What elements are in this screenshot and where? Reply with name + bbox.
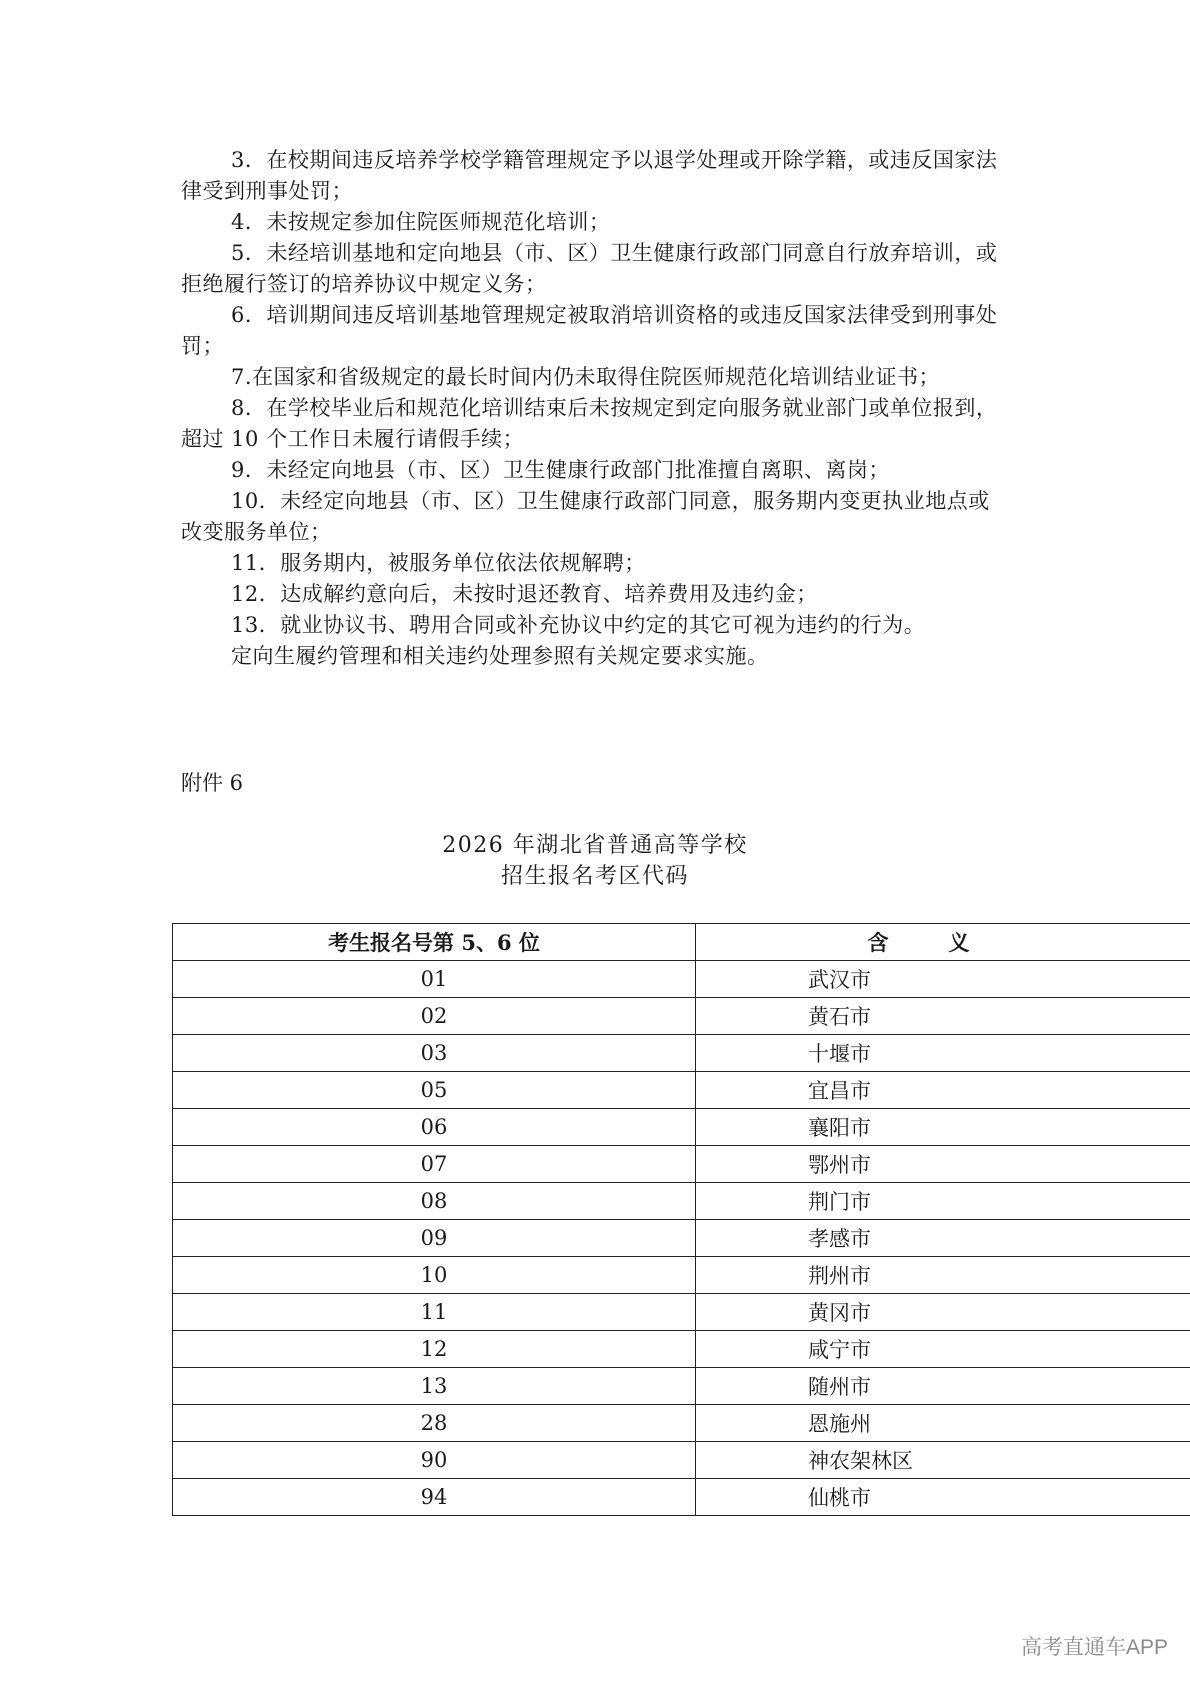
meaning-cell: 襄阳市 bbox=[696, 1109, 1190, 1146]
table-header-row bbox=[173, 924, 1190, 961]
table-row bbox=[173, 998, 1190, 1035]
code-cell: 94 bbox=[173, 1479, 696, 1516]
code-cell: 11 bbox=[173, 1294, 696, 1331]
code-cell: 07 bbox=[173, 1146, 696, 1183]
header-meaning: 含义 bbox=[696, 924, 1190, 961]
table-row bbox=[173, 1479, 1190, 1516]
code-cell: 08 bbox=[173, 1183, 696, 1220]
paragraph-item-8: 8．在学校毕业后和规范化培训结束后未按规定到定向服务就业部门或单位报到，超过 10 个工作日未履行请假手续； bbox=[181, 396, 998, 451]
table-row bbox=[173, 1146, 1190, 1183]
table-row bbox=[173, 1257, 1190, 1294]
table-row bbox=[173, 1072, 1190, 1109]
table-row bbox=[173, 961, 1190, 998]
code-cell: 12 bbox=[173, 1331, 696, 1368]
table-row bbox=[173, 1109, 1190, 1146]
meaning-cell: 鄂州市 bbox=[696, 1146, 1190, 1183]
paragraph-item-6: 6．培训期间违反培训基地管理规定被取消培训资格的或违反国家法律受到刑事处罚； bbox=[181, 303, 998, 358]
meaning-cell: 孝感市 bbox=[696, 1220, 1190, 1257]
table-row bbox=[173, 1294, 1190, 1331]
code-cell: 03 bbox=[173, 1035, 696, 1072]
paragraph-item-10: 10．未经定向地县（市、区）卫生健康行政部门同意，服务期内变更执业地点或改变服务单位； bbox=[181, 489, 990, 544]
paragraph-item-9: 9．未经定向地县（市、区）卫生健康行政部门批准擅自离职、离岗； bbox=[231, 458, 890, 482]
code-cell: 28 bbox=[173, 1405, 696, 1442]
paragraph-closing: 定向生履约管理和相关违约处理参照有关规定要求实施。 bbox=[231, 644, 769, 668]
paragraph-item-3: 3．在校期间违反培养学校学籍管理规定予以退学处理或开除学籍，或违反国家法律受到刑事处罚； bbox=[181, 148, 998, 203]
table-row bbox=[173, 1368, 1190, 1405]
meaning-cell: 荆门市 bbox=[696, 1183, 1190, 1220]
code-cell: 01 bbox=[173, 961, 696, 998]
meaning-cell: 武汉市 bbox=[696, 961, 1190, 998]
paragraph-item-13: 13．就业协议书、聘用合同或补充协议中约定的其它可视为违约的行为。 bbox=[231, 613, 926, 637]
table-row bbox=[173, 1183, 1190, 1220]
code-cell: 06 bbox=[173, 1109, 696, 1146]
paragraph-item-4: 4．未按规定参加住院医师规范化培训； bbox=[231, 210, 611, 234]
meaning-cell: 黄冈市 bbox=[696, 1294, 1190, 1331]
meaning-cell: 仙桃市 bbox=[696, 1479, 1190, 1516]
table-row bbox=[173, 1331, 1190, 1368]
table-body bbox=[173, 961, 1190, 1516]
code-cell: 13 bbox=[173, 1368, 696, 1405]
table-row bbox=[173, 1405, 1190, 1442]
table-row bbox=[173, 1035, 1190, 1072]
code-cell: 10 bbox=[173, 1257, 696, 1294]
watermark: 高考直通车APP bbox=[1020, 1636, 1168, 1659]
paragraph-item-7: 7.在国家和省级规定的最长时间内仍未取得住院医师规范化培训结业证书； bbox=[231, 365, 941, 389]
paragraph-item-12: 12．达成解约意向后，未按时退还教育、培养费用及违约金； bbox=[231, 582, 818, 606]
table-title-line2: 招生报名考区代码 bbox=[500, 864, 689, 889]
region-code-table bbox=[172, 923, 1190, 1516]
meaning-cell: 随州市 bbox=[696, 1368, 1190, 1405]
table-row bbox=[173, 1220, 1190, 1257]
code-cell: 02 bbox=[173, 998, 696, 1035]
paragraph-item-5: 5．未经培训基地和定向地县（市、区）卫生健康行政部门同意自行放弃培训，或拒绝履行签订的培养协议中规定义务； bbox=[181, 241, 998, 296]
meaning-cell: 咸宁市 bbox=[696, 1331, 1190, 1368]
code-cell: 90 bbox=[173, 1442, 696, 1479]
header-code: 考生报名号第 5、6 位 bbox=[173, 924, 696, 961]
meaning-cell: 黄石市 bbox=[696, 998, 1190, 1035]
code-cell: 05 bbox=[173, 1072, 696, 1109]
paragraph-item-11: 11．服务期内，被服务单位依法依规解聘； bbox=[231, 551, 646, 575]
code-cell: 09 bbox=[173, 1220, 696, 1257]
meaning-cell: 荆州市 bbox=[696, 1257, 1190, 1294]
meaning-cell: 神农架林区 bbox=[696, 1442, 1190, 1479]
table-row bbox=[173, 1442, 1190, 1479]
attachment-label: 附件 6 bbox=[181, 771, 244, 795]
meaning-cell: 宜昌市 bbox=[696, 1072, 1190, 1109]
meaning-cell: 恩施州 bbox=[696, 1405, 1190, 1442]
table-title-line1: 2026 年湖北省普通高等学校 bbox=[442, 833, 748, 858]
meaning-cell: 十堰市 bbox=[696, 1035, 1190, 1072]
